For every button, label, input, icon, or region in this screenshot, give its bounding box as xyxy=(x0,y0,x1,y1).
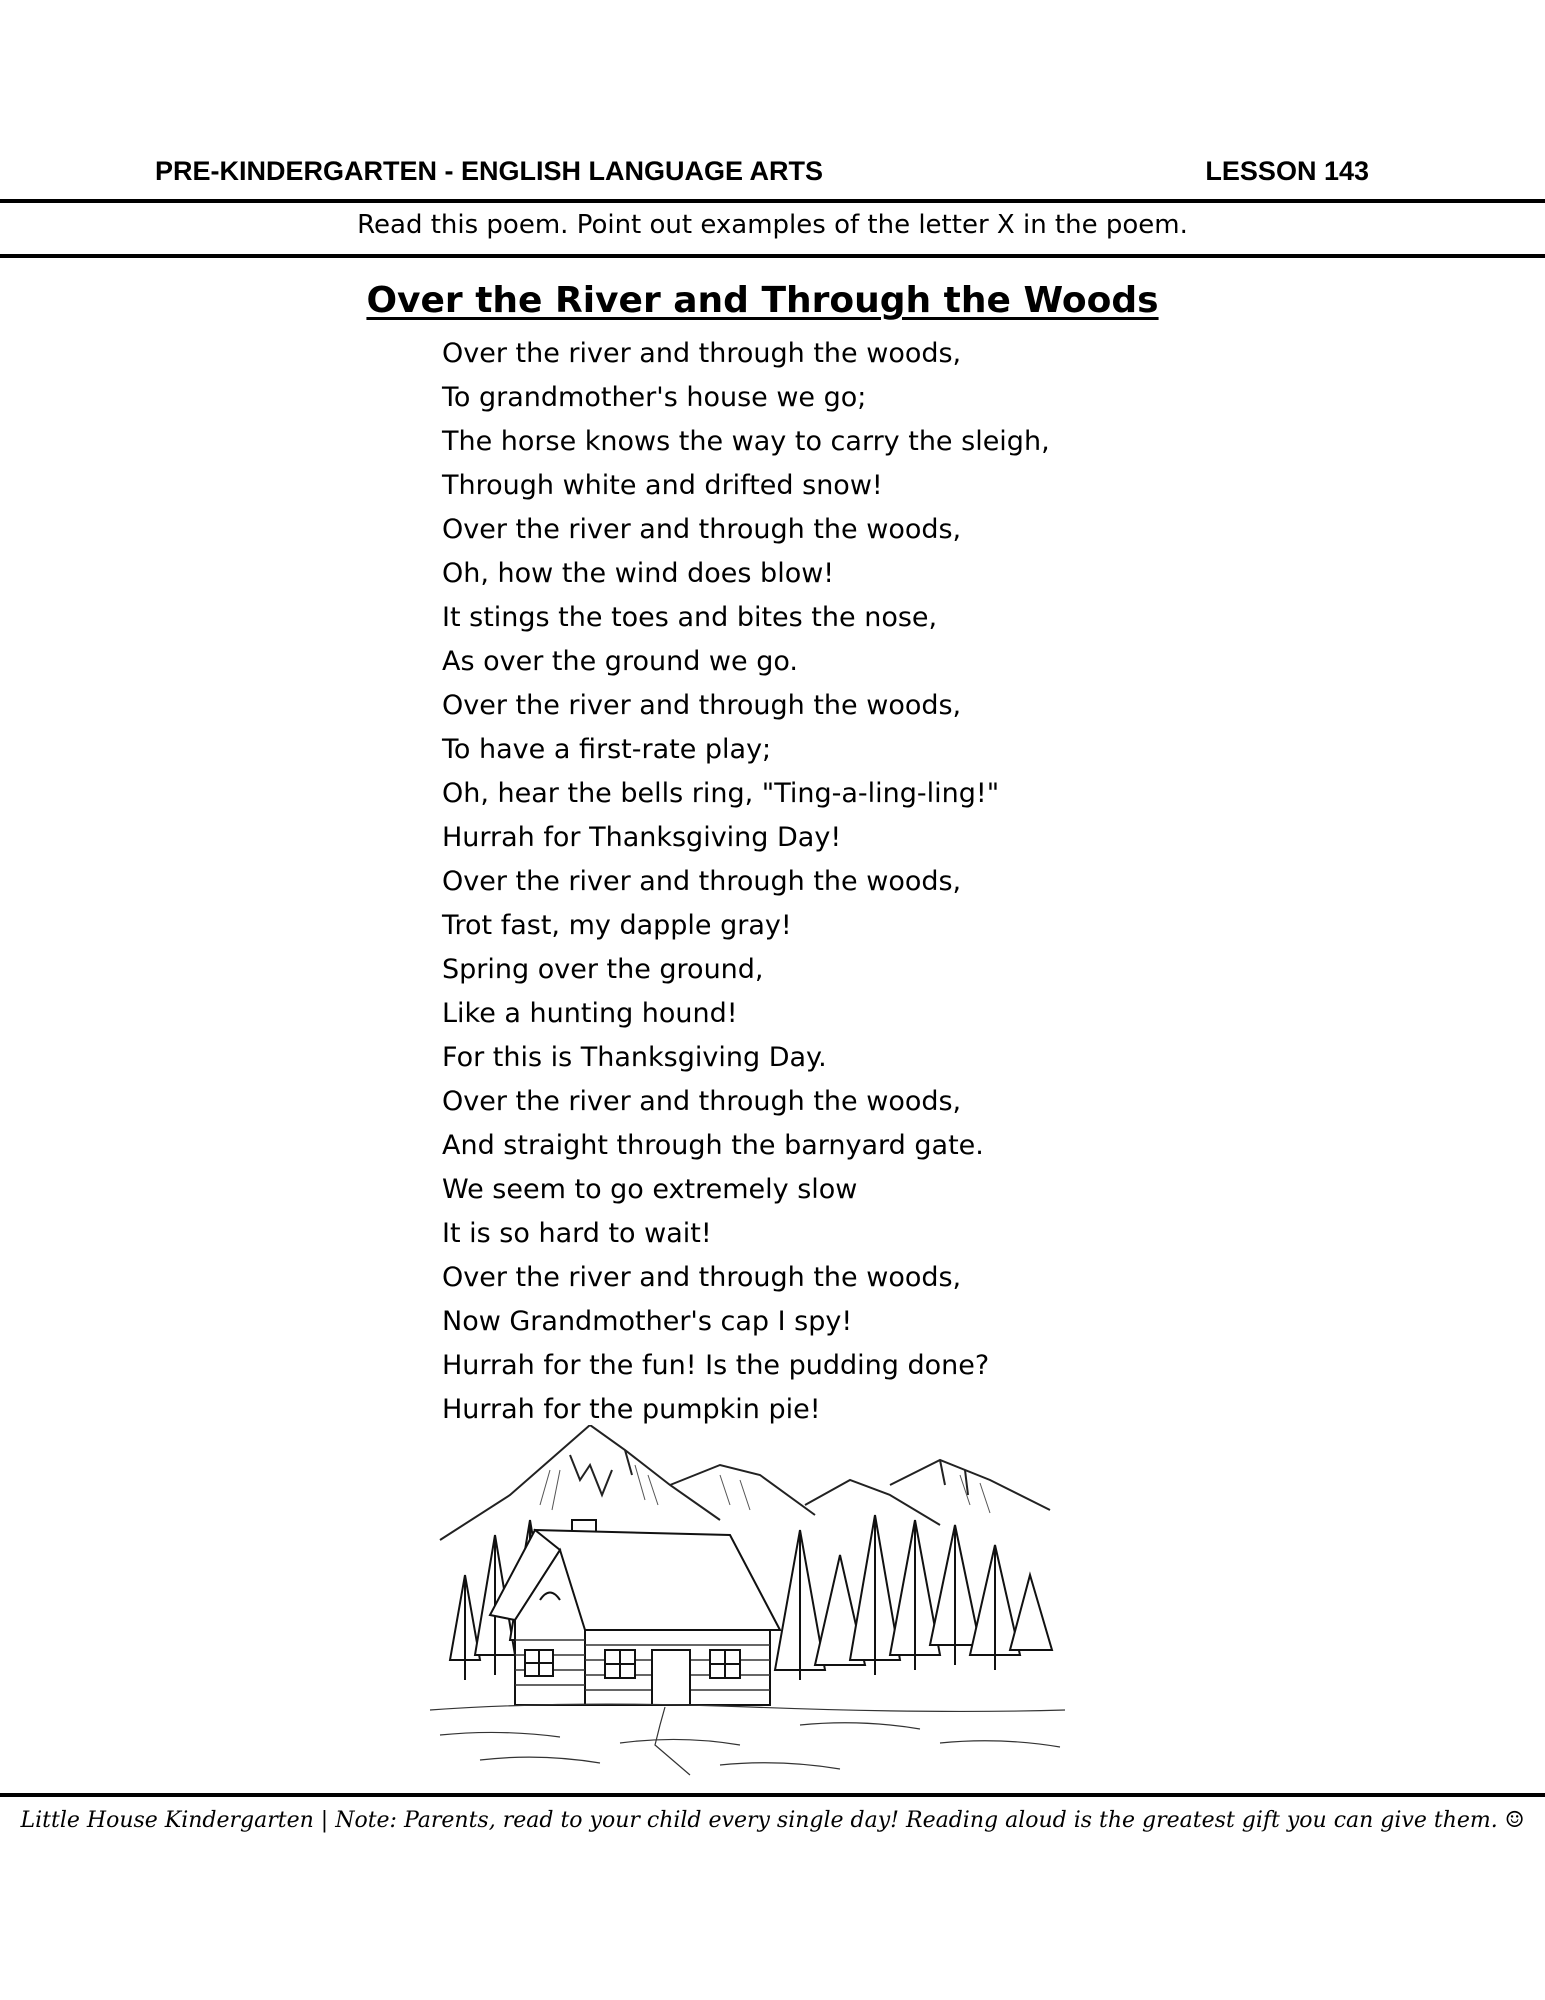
snowy-ground xyxy=(430,1704,1065,1775)
lesson-number: LESSON 143 xyxy=(1205,156,1369,186)
poem-line: The horse knows the way to carry the sleigh, xyxy=(442,426,1050,457)
poem-line: Oh, hear the bells ring, "Ting-a-ling-ling!" xyxy=(442,778,1000,809)
log-cabin-drawing xyxy=(490,1520,780,1705)
poem-line: Trot fast, my dapple gray! xyxy=(442,910,792,941)
poem-line: Over the river and through the woods, xyxy=(442,690,962,721)
poem-line: For this is Thanksgiving Day. xyxy=(442,1042,827,1073)
footer-divider xyxy=(0,1793,1545,1797)
poem-line: Hurrah for Thanksgiving Day! xyxy=(442,822,842,853)
poem-line: Spring over the ground, xyxy=(442,954,764,985)
poem-line: Now Grandmother's cap I spy! xyxy=(442,1306,853,1337)
instruction-divider xyxy=(0,254,1545,258)
pine-trees-right xyxy=(775,1515,1052,1670)
poem-line: To grandmother's house we go; xyxy=(442,382,867,413)
poem-line: Like a hunting hound! xyxy=(442,998,738,1029)
poem-line: And straight through the barnyard gate. xyxy=(442,1130,984,1161)
poem-line: Over the river and through the woods, xyxy=(442,1086,962,1117)
poem-line: Over the river and through the woods, xyxy=(442,514,962,545)
poem-body xyxy=(442,332,1050,1432)
poem-line: Hurrah for the pumpkin pie! xyxy=(442,1394,821,1425)
poem-line: To have a first-rate play; xyxy=(442,734,772,765)
poem-line: It stings the toes and bites the nose, xyxy=(442,602,938,633)
winter-cabin-illustration xyxy=(420,1425,1075,1780)
poem-line: Over the river and through the woods, xyxy=(442,1262,962,1293)
poem-line: As over the ground we go. xyxy=(442,646,798,677)
poem-line: Oh, how the wind does blow! xyxy=(442,558,835,589)
poem-line: Hurrah for the fun! Is the pudding done? xyxy=(442,1350,990,1381)
poem-line: We seem to go extremely slow xyxy=(442,1174,858,1205)
poem-line: It is so hard to wait! xyxy=(442,1218,712,1249)
poem-line: Over the river and through the woods, xyxy=(442,338,962,369)
header-divider xyxy=(0,199,1545,203)
poem-title: Over the River and Through the Woods xyxy=(366,280,1159,321)
poem-line: Through white and drifted snow! xyxy=(442,470,883,501)
page-header xyxy=(0,150,1545,194)
poem-line: Over the river and through the woods, xyxy=(442,866,962,897)
mountains-drawing xyxy=(440,1425,1050,1540)
subject-heading: PRE-KINDERGARTEN - ENGLISH LANGUAGE ARTS xyxy=(155,156,824,186)
instruction-text: Read this poem. Point out examples of the letter X in the poem. xyxy=(357,210,1188,240)
footer-note: Little House Kindergarten | Note: Parents, read to your child every single day! Reading aloud is the greatest gift you can give them. ☺ xyxy=(20,1808,1525,1833)
